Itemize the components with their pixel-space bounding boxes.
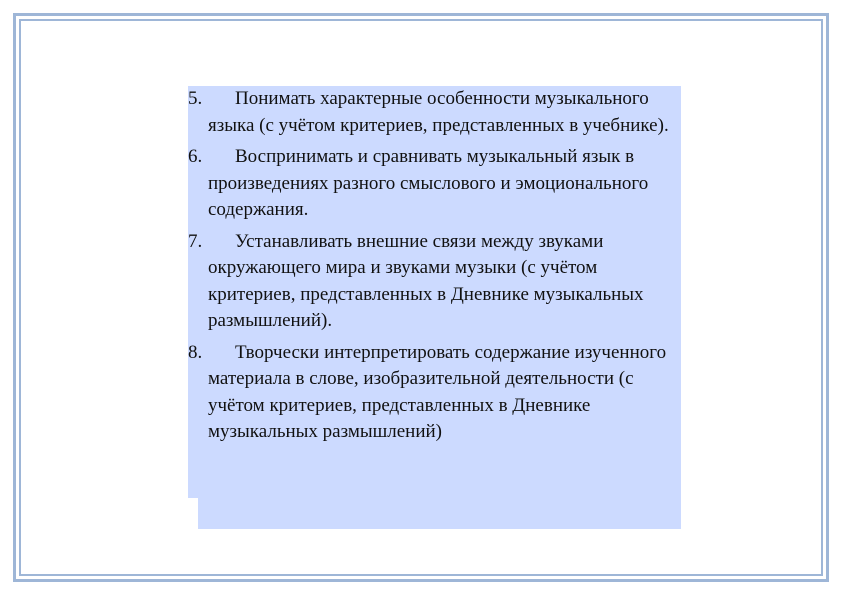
item-number: 6. xyxy=(188,146,203,167)
list-item xyxy=(188,86,681,139)
list-item xyxy=(188,144,681,224)
highlighted-text-block-tail xyxy=(198,497,681,529)
item-number: 5. xyxy=(188,88,203,109)
item-text: Творчески интерпретировать содержание изученного материала в слове, изобразительной деятельности (с учётом критериев, представленных в Дневнике музыкальных размышлений) xyxy=(208,341,667,442)
item-number: 7. xyxy=(188,230,203,252)
item-text: Понимать характерные особенности музыкального языка (с учётом критериев, представленных в учебнике). xyxy=(208,88,669,136)
list-item xyxy=(188,229,681,335)
item-text: Воспринимать и сравнивать музыкальный язык в произведениях разного смыслового и эмоционального содержания. xyxy=(208,146,649,220)
criteria-list xyxy=(188,86,681,451)
list-item xyxy=(188,340,681,446)
item-number: 8. xyxy=(188,341,203,363)
item-text: Устанавливать внешние связи между звуками окружающего мира и звуками музыки (с учётом критериев, представленных в Дневнике музыкальных размышлений). xyxy=(208,230,644,331)
